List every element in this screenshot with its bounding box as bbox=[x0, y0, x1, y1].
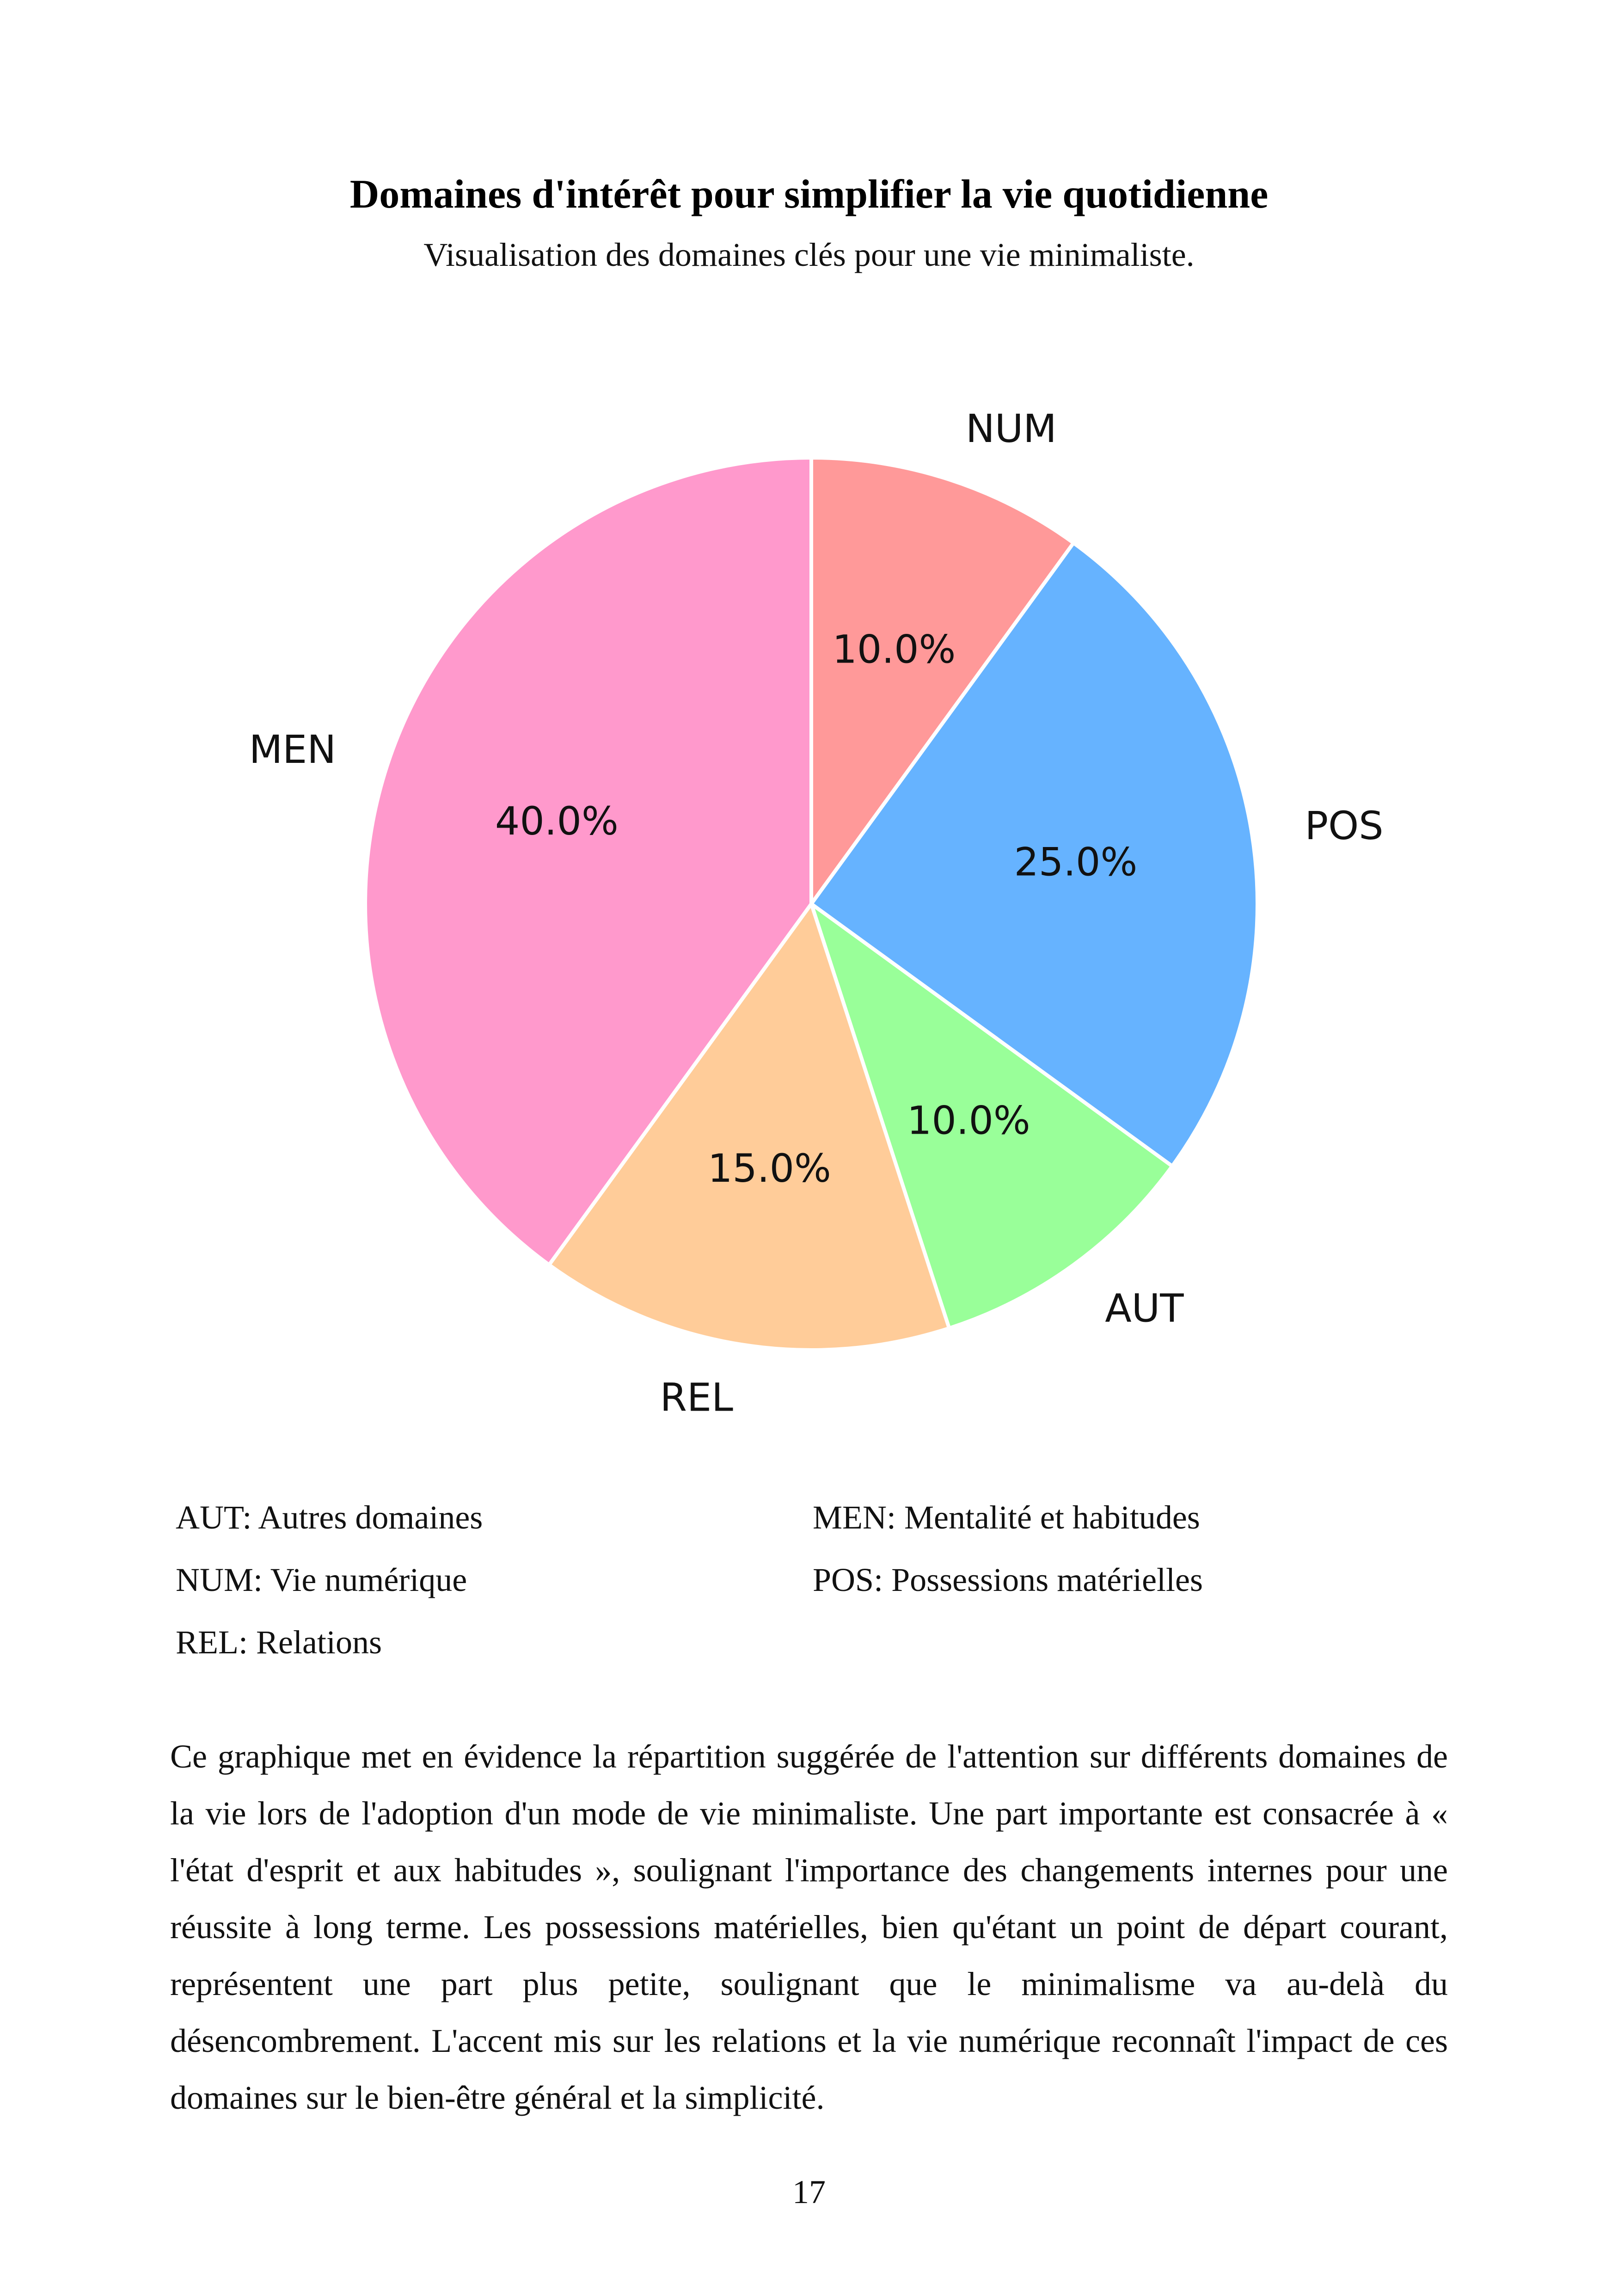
legend-item-pos: POS: Possessions matérielles bbox=[813, 1561, 1203, 1598]
pct-label-pos: 25.0% bbox=[1014, 839, 1138, 885]
pct-label-rel: 15.0% bbox=[707, 1145, 831, 1191]
slice-label-pos: POS bbox=[1305, 803, 1384, 848]
slice-label-aut: AUT bbox=[1105, 1285, 1184, 1331]
legend-right bbox=[813, 1486, 1203, 1611]
legend-item-men: MEN: Mentalité et habitudes bbox=[813, 1499, 1200, 1536]
pct-label-num: 10.0% bbox=[832, 626, 956, 672]
legend-item-aut: AUT: Autres domaines bbox=[176, 1499, 483, 1536]
legend-item-num: NUM: Vie numérique bbox=[176, 1561, 467, 1598]
slice-label-rel: REL bbox=[660, 1375, 733, 1420]
description-paragraph: Ce graphique met en évidence la répartition suggérée de l'attention sur différents domaines de la vie lors de l'adoption d'un mode de vie minimaliste. Une part importante est consacrée à « l'état d'esprit et aux habitudes », soulignant l'importance des changements internes pour une réussite à long terme. Les possessions matérielles, bien qu'étant un point de départ courant, représentent une part plus petite, soulignant que le minimalisme va au-delà du désencombrement. L'accent mis sur les relations et la vie numérique reconnaît l'impact de ces domaines sur le bien-être général et la simplicité. bbox=[170, 1738, 1448, 2116]
slice-label-num: NUM bbox=[965, 406, 1057, 452]
pct-label-aut: 10.0% bbox=[907, 1098, 1030, 1143]
page-number: 17 bbox=[792, 2173, 826, 2210]
pct-label-men: 40.0% bbox=[495, 798, 619, 844]
pie-slices bbox=[365, 458, 1257, 1350]
legend-left bbox=[176, 1486, 483, 1674]
slice-label-men: MEN bbox=[249, 727, 337, 773]
chart-title: Domaines d'intérêt pour simplifier la vie quotidienne bbox=[349, 172, 1269, 217]
chart-subtitle: Visualisation des domaines clés pour une vie minimaliste. bbox=[423, 236, 1195, 273]
legend-item-rel: REL: Relations bbox=[176, 1624, 382, 1661]
